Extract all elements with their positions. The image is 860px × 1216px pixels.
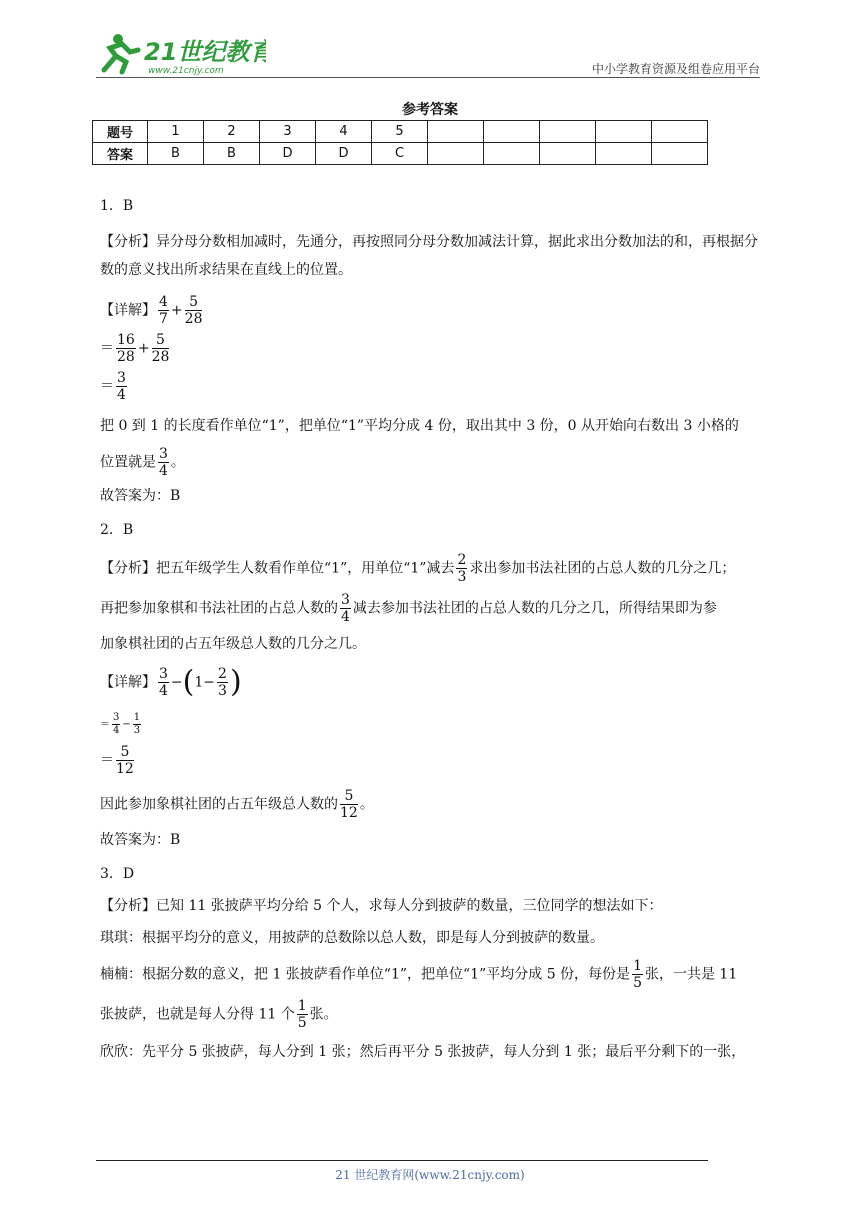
table-cell: 1	[148, 121, 204, 143]
q2-analysis-3: 加象棋社团的占五年级总人数的几分之几。	[100, 636, 366, 652]
solution-content	[100, 196, 762, 1062]
q1-detail-line: 【详解】 $\frac{4}{7}$ + $\frac{5}{28}$	[100, 294, 203, 327]
fraction: $\frac{3}{4}$	[159, 446, 168, 479]
fraction: $\frac{5}{12}$	[340, 788, 358, 821]
fraction: $\frac{2}{3}$	[457, 552, 467, 585]
runner-logo-icon	[96, 30, 266, 78]
q3-analysis: 【分析】已知 11 张披萨平均分给 5 个人，求每人分到披萨的数量，三位同学的想法如下：	[100, 898, 663, 914]
q1-explanation: 把 0 到 1 的长度看作单位“1”，把单位“1”平均分成 4 份，取出其中 3 份，0 从开始向右数出 3 小格的	[100, 418, 739, 434]
table-cell	[484, 143, 540, 165]
fraction: $\frac{3}{4}$	[159, 666, 168, 699]
platform-name: 中小学教育资源及组卷应用平台	[591, 62, 760, 76]
fraction: $\frac{5}{12}$	[116, 744, 134, 777]
detail-label: 【详解】	[100, 302, 156, 319]
page-header	[96, 30, 760, 78]
q2-step-2: ＝ $\frac{5}{12}$	[100, 744, 134, 777]
table-cell: 4	[316, 121, 372, 143]
fraction: $\frac{3}{4}$	[113, 712, 120, 736]
table-cell: D	[260, 143, 316, 165]
table-cell	[428, 143, 484, 165]
svg-text:www.21cnjy.com: www.21cnjy.com	[148, 66, 224, 76]
table-cell: C	[372, 143, 428, 165]
fraction: $\frac{2}{3}$	[218, 666, 227, 699]
q2-step-1: ＝ $\frac{3}{4}$ − $\frac{1}{3}$	[100, 712, 141, 736]
detail-label: 【详解】	[100, 674, 156, 691]
q3-qiqi: 琪琪：根据平均分的意义，用披萨的总数除以总人数，即是每人分到披萨的数量。	[100, 930, 604, 946]
q1-analysis: 【分析】异分母分数相加减时，先通分，再按照同分母分数加减法计算，据此求出分数加法的和，再根据分数的意义找出所求结果在直线上的位置。	[100, 234, 758, 278]
footer-link[interactable]: 21 世纪教育网(www.21cnjy.com)	[335, 1168, 525, 1182]
table-cell	[428, 121, 484, 143]
answer-row	[93, 143, 708, 165]
q2-conclusion: 故答案为：B	[100, 832, 181, 848]
site-logo	[96, 30, 266, 78]
q3-nannan-1: 楠楠：根据分数的意义，把 1 张披萨看作单位“1”，把单位“1”平均分成 5 份，每份是 $\frac{1}{5}$ 张，一共是 11	[100, 958, 738, 991]
footer-divider	[96, 1160, 708, 1161]
answer-key-title: 参考答案	[402, 102, 458, 118]
table-cell: 3	[260, 121, 316, 143]
fraction: $\frac{1}{3}$	[133, 712, 141, 736]
fraction: $\frac{5}{28}$	[151, 332, 170, 365]
q2-analysis-1: 【分析】把五年级学生人数看作单位“1”，用单位“1”减去 $\frac{2}{3}$ 求出参加书法社团的占总人数的几分之几；	[100, 552, 736, 585]
q1-step-1: ＝ $\frac{16}{28}$ + $\frac{5}{28}$	[100, 332, 170, 365]
fraction: $\frac{1}{5}$	[633, 958, 642, 991]
fraction: $\frac{5}{28}$	[184, 294, 203, 327]
q2-analysis-2: 再把参加象棋和书法社团的占总人数的 $\frac{3}{4}$ 减去参加书法社团的占总人数的几分之几，所得结果即为参	[100, 592, 717, 625]
table-cell	[652, 143, 708, 165]
table-cell	[484, 121, 540, 143]
fraction: $\frac{3}{4}$	[341, 592, 350, 625]
fraction: $\frac{3}{4}$	[117, 370, 126, 403]
q3-nannan-2: 张披萨，也就是每人分得 11 个 $\frac{1}{5}$ 张。	[100, 998, 338, 1031]
q1-explanation-2: 位置就是 $\frac{3}{4}$ 。	[100, 446, 185, 479]
row-label: 题号	[93, 121, 148, 143]
table-cell: B	[148, 143, 204, 165]
fraction: $\frac{16}{28}$	[117, 332, 135, 365]
fraction: $\frac{1}{5}$	[297, 998, 307, 1031]
answer-key-table	[92, 120, 708, 165]
q1-heading: 1．B	[100, 198, 134, 214]
q1-step-2: ＝ $\frac{3}{4}$	[100, 370, 126, 403]
table-cell	[596, 143, 652, 165]
table-cell	[540, 143, 596, 165]
table-cell: 5	[372, 121, 428, 143]
table-cell: B	[204, 143, 260, 165]
table-cell: D	[316, 143, 372, 165]
q2-heading: 2．B	[100, 522, 134, 538]
svg-text:21世纪教育: 21世纪教育	[144, 38, 266, 66]
q2-detail-line: 【详解】 $\frac{3}{4}$ −(1− $\frac{2}{3}$ )	[100, 664, 242, 700]
q3-xinxin: 欣欣：先平分 5 张披萨，每人分到 1 张；然后再平分 5 张披萨，每人分到 1 张；最后平分剩下的一张，	[100, 1044, 746, 1060]
fraction: $\frac{4}{7}$	[159, 294, 168, 327]
header-divider	[96, 77, 760, 78]
table-cell	[652, 121, 708, 143]
table-cell: 2	[204, 121, 260, 143]
table-cell	[596, 121, 652, 143]
q3-heading: 3．D	[100, 866, 135, 882]
q2-result: 因此参加象棋社团的占五年级总人数的 $\frac{5}{12}$ 。	[100, 788, 374, 821]
q1-conclusion: 故答案为：B	[100, 488, 181, 504]
table-cell	[540, 121, 596, 143]
row-label: 答案	[93, 143, 148, 165]
question-number-row	[93, 121, 708, 143]
